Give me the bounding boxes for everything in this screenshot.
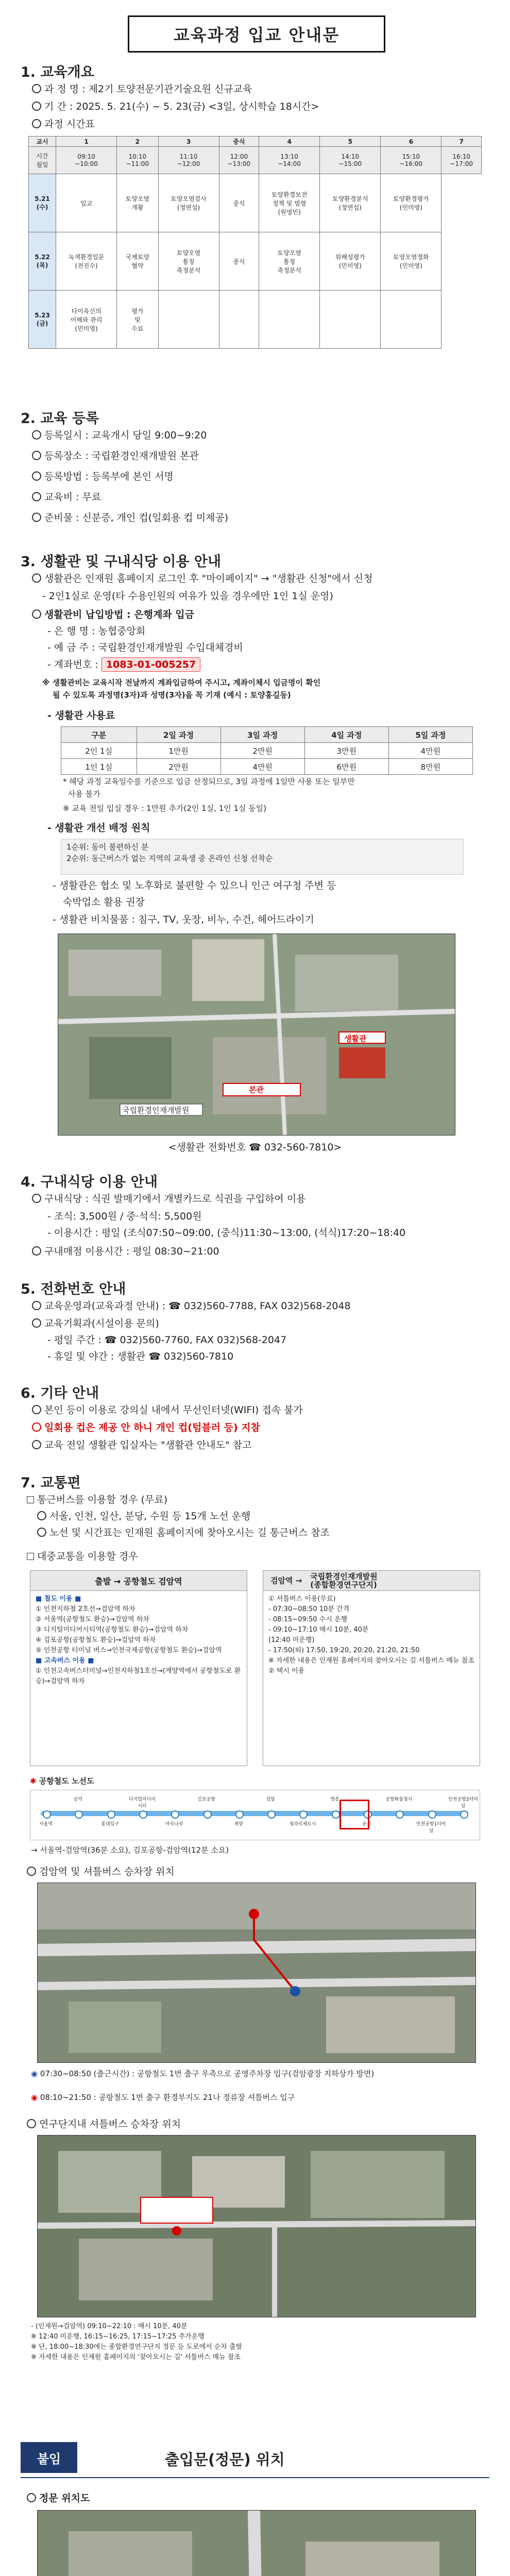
timetable-header-row bbox=[29, 137, 482, 147]
station-label: 인천공항1터미널 bbox=[416, 1822, 446, 1834]
shuttle1-aerial-map bbox=[38, 1883, 475, 2062]
transit-right-line: ② 택시 이용 bbox=[268, 1667, 305, 1675]
dorm-aerial-map bbox=[58, 934, 455, 1135]
timetable-cell bbox=[381, 291, 441, 349]
fee-heading: - 생활관 사용료 bbox=[47, 710, 115, 721]
station-label: 디지털미디어시티 bbox=[128, 1797, 156, 1809]
shuttle1-heading: 검암역 및 셔틀버스 승차장 위치 bbox=[27, 1865, 175, 1878]
map-label-institute: 국립환경인재개발원 bbox=[122, 1106, 190, 1115]
transit-left-line: ⑤ 인천공항 터미널 버스→인천국제공항(공항철도 환승)→검암역 bbox=[36, 1647, 222, 1654]
timetable-row bbox=[29, 232, 482, 291]
timetable-time-row bbox=[29, 147, 482, 174]
shuttle1-note-2: ◉ 08:10~21:50 : 공항철도 1번 출구 환경부지도 21나 정류장 셔틀버스 입구 bbox=[31, 2093, 295, 2102]
timetable-time-cell: 13:10 ~14:00 bbox=[259, 147, 320, 174]
transit-right-line: ① 셔틀버스 이용(무료) bbox=[268, 1595, 336, 1603]
room-priority-1: 1순위: 동이 불편하신 분 bbox=[66, 842, 149, 852]
transit-right-line: ※ 자세한 내용은 인재원 홈페이지의 찾아오시는 길 셔틀버스 메뉴 참조 bbox=[268, 1657, 474, 1665]
timetable-cell: 토양오염정화 (민미영) bbox=[381, 232, 441, 291]
bullet-icon bbox=[32, 119, 41, 128]
station-label: 인천공항2터미널 bbox=[448, 1797, 478, 1809]
timetable-header-cell: 7 bbox=[441, 137, 482, 147]
shuttle2-note: ※ 12:40 미운행, 16:15~16:25, 17:15~17:25 추가운행 bbox=[31, 2333, 205, 2341]
map-label-main: 본관 bbox=[249, 1085, 264, 1094]
timetable-cell bbox=[219, 291, 259, 349]
timetable-cell: 입교 bbox=[56, 174, 117, 232]
timetable-cell: 위해성평가 (민미영) bbox=[320, 232, 381, 291]
timetable-header-cell: 2 bbox=[117, 137, 158, 147]
fee-note-1: * 해당 과정 교육일수를 기준으로 입금 산정되므로, 3일 과정에 1일만 사용 또는 일부만 bbox=[63, 777, 355, 786]
timetable-cell: 다이옥신의 이해와 관리 (민미영) bbox=[56, 291, 117, 349]
registration-item bbox=[32, 470, 228, 483]
transit-left-lines bbox=[30, 1591, 247, 1690]
gate-map-image bbox=[37, 2510, 476, 2576]
bullet-icon bbox=[32, 1405, 41, 1414]
timetable-time-cell: 시간 월일 bbox=[29, 147, 56, 174]
star-icon: ✱ bbox=[30, 1776, 37, 1786]
bullet-icon bbox=[32, 1246, 41, 1256]
fee-cell: 4만원 bbox=[220, 759, 304, 775]
bus-heading: 통근버스를 이용할 경우 (무료) bbox=[27, 1493, 167, 1506]
gate-location-heading: 정문 위치도 bbox=[27, 2492, 90, 2505]
station-dot bbox=[139, 1810, 147, 1819]
store-hours: 구내매점 이용시간 : 평일 08:30~21:00 bbox=[32, 1245, 219, 1258]
station-label: 김포공항 bbox=[197, 1797, 215, 1802]
fee-header-cell: 3일 과정 bbox=[220, 727, 304, 743]
fee-header-cell: 5일 과정 bbox=[388, 727, 472, 743]
phone-weekday: - 평일 주간 : ☎ 032)560-7760, FAX 032)568-2047 bbox=[47, 1334, 287, 1346]
bullet-icon bbox=[27, 1867, 36, 1876]
fee-cell: 1만원 bbox=[137, 743, 220, 759]
station-label: 계양 bbox=[234, 1822, 243, 1827]
timetable-cell bbox=[320, 291, 381, 349]
transit-left-box bbox=[30, 1570, 247, 1766]
fee-header-cell: 구분 bbox=[61, 727, 137, 743]
railmap-line bbox=[41, 1811, 468, 1816]
room-assign-heading: - 생활관 개선 배정 원칙 bbox=[47, 822, 150, 834]
timetable-time-cell: 14:10 ~15:00 bbox=[320, 147, 381, 174]
annex-divider bbox=[21, 2477, 489, 2478]
transit-left-line: ① 인천지하철 2호선→검암역 하차 bbox=[36, 1605, 135, 1613]
payment-heading: 생활관비 납입방법 : 은행계좌 입금 bbox=[32, 608, 194, 621]
timetable-header-cell: 5 bbox=[320, 137, 381, 147]
transit-right-line: - 17:50(퇴) 17:50, 19:20, 20:20, 21:20, 21:50 bbox=[268, 1647, 420, 1654]
station-dot bbox=[299, 1810, 308, 1819]
bullet-icon bbox=[32, 430, 41, 439]
annex-title: 출입문(정문) 위치 bbox=[165, 2451, 285, 2468]
timetable-cell: 토양환경평가 (민미영) bbox=[381, 174, 441, 232]
transit-left-line: ② 서울역(공항철도 환승)→검암역 하차 bbox=[36, 1616, 149, 1623]
dorm-room-rule: - 2인1실로 운영(타 수용인원의 여유가 있을 경우에만 1인 1실 운영) bbox=[42, 590, 333, 602]
station-label: 공덕 bbox=[73, 1797, 82, 1802]
station-label: 운서 bbox=[362, 1822, 371, 1827]
bullet-icon bbox=[27, 2493, 36, 2502]
cafeteria-price: - 조식: 3,500원 / 중·석식: 5,500원 bbox=[47, 1211, 202, 1222]
dorm-note-2: 숙박업소 활용 권장 bbox=[63, 896, 145, 908]
schedule-label: 과정 시간표 bbox=[32, 117, 95, 131]
timetable-cell: 평가 및 수료 bbox=[117, 291, 158, 349]
registration-list bbox=[32, 429, 228, 532]
fee-table-grid bbox=[61, 726, 473, 775]
registration-item bbox=[32, 429, 228, 442]
payment-notice-2: 될 수 있도록 과정명(3자)과 성명(3자)을 꼭 기재 (예시 : 토양홍길동) bbox=[53, 690, 291, 700]
timetable-cell bbox=[259, 291, 320, 349]
timetable-grid bbox=[28, 136, 482, 349]
station-dot bbox=[396, 1810, 404, 1819]
fee-cell: 6만원 bbox=[304, 759, 388, 775]
timetable bbox=[28, 136, 482, 349]
shuttle2-map-image bbox=[37, 2135, 476, 2317]
bullet-icon bbox=[37, 1528, 46, 1537]
bullet-icon bbox=[32, 1301, 41, 1310]
timetable-cell: 중식 bbox=[219, 174, 259, 232]
bullet-icon bbox=[32, 101, 41, 111]
timetable-header-cell: 교시 bbox=[29, 137, 56, 147]
railmap bbox=[30, 1790, 480, 1840]
timetable-row bbox=[29, 174, 482, 232]
timetable-cell: 토양오염검사 (정연섭) bbox=[158, 174, 219, 232]
station-dot bbox=[203, 1810, 212, 1819]
shuttle2-note: - (인재원→검암역) 09:10~22:10 : 매시 10분, 40분 bbox=[31, 2323, 188, 2330]
railmap-note: → 서울역-검암역(36분 소요), 김포공항-검암역(12분 소요) bbox=[31, 1845, 229, 1855]
wifi-note: 본인 등이 이용로 강의실 내에서 무선인터넷(WIFI) 접속 불가 bbox=[32, 1403, 303, 1417]
fee-cell: 2인 1실 bbox=[61, 743, 137, 759]
timetable-time-cell: 10:10 ~11:00 bbox=[117, 147, 158, 174]
dorm-guide-note: 교육 전일 생활관 입실자는 "생활관 안내도" 참고 bbox=[32, 1438, 251, 1452]
timetable-time-cell: 12:00 ~13:00 bbox=[219, 147, 259, 174]
transit-right-line: - 09:10~17:10 매시 10분, 40분 bbox=[268, 1626, 369, 1634]
dorm-phone-caption: <생활관 전화번호 ☎ 032-560-7810> bbox=[168, 1142, 342, 1153]
timetable-cell: 녹색환경입문 (전진수) bbox=[56, 232, 117, 291]
section-1-heading: 1. 교육개요 bbox=[21, 64, 94, 80]
shuttle2-notes bbox=[31, 2321, 479, 2363]
fee-cell: 1인 1실 bbox=[61, 759, 137, 775]
fee-cell: 3만원 bbox=[304, 743, 388, 759]
station-dot bbox=[235, 1810, 244, 1819]
fee-cell: 8만원 bbox=[388, 759, 472, 775]
timetable-header-cell: 4 bbox=[259, 137, 320, 147]
station-dot bbox=[43, 1810, 51, 1819]
timetable-header-cell: 중식 bbox=[219, 137, 259, 147]
map-label-dorm: 생활관 bbox=[344, 1034, 367, 1043]
bullet-icon bbox=[32, 573, 41, 583]
timetable-cell: 토양오염 개황 bbox=[117, 174, 158, 232]
checkbox-icon bbox=[27, 1496, 34, 1503]
timetable-day-cell: 5.22 (목) bbox=[29, 232, 56, 291]
station-label: 영종 bbox=[330, 1797, 339, 1802]
station-dot bbox=[460, 1810, 468, 1819]
fee-cell: 2만원 bbox=[137, 759, 220, 775]
phone-education: 교육운영과(교육과정 안내) : ☎ 032)560-7788, FAX 032)568-2048 bbox=[32, 1299, 351, 1313]
registration-item-text: 교육비 : 무료 bbox=[44, 492, 101, 503]
shuttle1-map-image bbox=[37, 1883, 476, 2063]
bullet-icon bbox=[37, 1511, 46, 1520]
station-dot bbox=[332, 1810, 340, 1819]
dorm-map-image bbox=[58, 934, 455, 1136]
account-number: 1083-01-005257 bbox=[101, 657, 200, 672]
dorm-note-1: - 생활관은 협소 및 노후화로 불편할 수 있으니 인근 여구청 주변 등 bbox=[53, 880, 336, 891]
section-2-heading: 2. 교육 등록 bbox=[21, 411, 99, 427]
cafeteria-hours: - 이용시간 : 평일 (조식07:50~09:00, (중식)11:30~13:00, (석식)17:20~18:40 bbox=[47, 1227, 406, 1239]
registration-item bbox=[32, 511, 228, 524]
course-name: 과 정 명 : 제2기 토양전문기관기술요원 신규교육 bbox=[32, 82, 252, 96]
station-label: 마곡나루 bbox=[165, 1822, 183, 1827]
registration-item bbox=[32, 490, 228, 504]
bullet-icon bbox=[32, 84, 41, 93]
station-label: 공항화물청사 bbox=[385, 1797, 413, 1802]
shuttle1-note-1: ◉ 07:30~08:50 (출근시간) : 공항철도 1번 출구 우측으로 공영주차장 입구(검암광장 지하상가 방면) bbox=[31, 2069, 375, 2078]
public-transit-heading: 대중교통을 이용할 경우 bbox=[27, 1550, 138, 1563]
transit-left-line: ■ 고속버스 이용 ■ bbox=[36, 1657, 94, 1665]
transit-left-title: 출발 → 공항철도 검암역 bbox=[30, 1571, 247, 1591]
fee-table bbox=[61, 726, 473, 775]
station-label: 홍대입구 bbox=[101, 1822, 119, 1827]
timetable-time-cell: 11:10 ~12:00 bbox=[158, 147, 219, 174]
bullet-icon bbox=[32, 513, 41, 522]
checkbox-icon bbox=[27, 1553, 34, 1560]
bullet-icon bbox=[32, 1318, 41, 1328]
shuttle2-heading: 연구단지내 셔틀버스 승차장 위치 bbox=[27, 2117, 181, 2131]
registration-item-text: 준비물 : 신분증, 개인 컵(일회용 컵 미제공) bbox=[44, 512, 229, 523]
transit-right-lines bbox=[263, 1591, 480, 1680]
timetable-cell: 국제토양 협약 bbox=[117, 232, 158, 291]
transit-right-line: - 07:30~08:50 10분 간격 bbox=[268, 1605, 350, 1613]
station-label: 서울역 bbox=[39, 1822, 53, 1827]
timetable-time-cell: 15:10 ~16:00 bbox=[381, 147, 441, 174]
cafeteria-info: 구내식당 : 식권 발매기에서 개별카드로 식권을 구입하여 이용 bbox=[32, 1192, 306, 1206]
timetable-cell: 토양환경분석 (정연섭) bbox=[320, 174, 381, 232]
station-label: 검암 bbox=[266, 1797, 275, 1802]
shuttle2-note: ※ 단, 18:00~18:30에는 종합환경연구단지 정문 등 도로에서 순차 출발 bbox=[31, 2343, 243, 2351]
phone-facility: 교육기획과(시설이용 문의) bbox=[32, 1317, 159, 1330]
fee-row bbox=[61, 759, 473, 775]
transit-left-line: ① 인천고속버스터미널→인천지하철1호선→(계양역에서 공항철도로 환승)→검암역 하차 bbox=[36, 1667, 241, 1685]
cup-note: 일회용 컵은 제공 안 하니 개인 컵(텀블러 등) 지참 bbox=[32, 1421, 260, 1434]
timetable-row bbox=[29, 291, 482, 349]
course-period: 기 간 : 2025. 5. 21(수) ~ 5. 23(금) <3일, 상시학습 18시간> bbox=[32, 100, 319, 113]
fee-cell: 2만원 bbox=[220, 743, 304, 759]
payment-notice-1: ※ 생활관비는 교육시작 전날까지 계좌입금하여 주시고, 계좌이체시 입금명이 확인 bbox=[42, 678, 321, 687]
bullet-icon bbox=[27, 2119, 36, 2128]
timetable-cell: 중식 bbox=[219, 232, 259, 291]
bus-routes: 서울, 인천, 일산, 분당, 수원 등 15개 노선 운행 bbox=[37, 1510, 250, 1523]
marker-icon: ◉ bbox=[31, 2093, 38, 2102]
dorm-apply: 생활관은 인재원 홈페이지 로그인 후 "마이페이지" → "생활관 신청"에서 신청 bbox=[32, 572, 373, 585]
railmap-highlight-box bbox=[339, 1800, 369, 1829]
timetable-cell bbox=[158, 291, 219, 349]
timetable-cell: 토양오염 통칭 측정분석 bbox=[259, 232, 320, 291]
section-3-heading: 3. 생활관 및 구내식당 이용 안내 bbox=[21, 554, 222, 570]
phone-holiday: - 휴일 및 야간 : 생활관 ☎ 032)560-7810 bbox=[47, 1351, 234, 1362]
timetable-header-cell: 6 bbox=[381, 137, 441, 147]
station-label: 청라국제도시 bbox=[289, 1822, 316, 1827]
account-row: - 계좌번호 : 1083-01-005257 bbox=[47, 657, 200, 672]
fee-cell: 4만원 bbox=[388, 743, 472, 759]
bullet-icon bbox=[32, 1440, 41, 1449]
fee-note-2: 사용 불가 bbox=[68, 789, 100, 799]
bus-timetable-ref: 노선 및 시간표는 인재원 홈페이지에 찾아오시는 길 통근버스 참조 bbox=[37, 1526, 330, 1539]
timetable-time-cell: 16:10 ~17:00 bbox=[441, 147, 482, 174]
annex-tag: 붙임 bbox=[21, 2442, 77, 2473]
registration-item-text: 등록방법 : 등록부에 본인 서명 bbox=[44, 471, 174, 482]
bullet-icon bbox=[32, 609, 41, 619]
bullet-icon bbox=[32, 1422, 41, 1432]
fee-header-cell: 4일 과정 bbox=[304, 727, 388, 743]
page-title: 교육과정 입교 안내문 bbox=[128, 15, 385, 53]
shuttle2-note: ※ 자세한 내용은 인재원 홈페이지의 '찾아오시는 길' 셔틀버스 메뉴 참조 bbox=[31, 2353, 241, 2361]
timetable-day-cell: 5.23 (금) bbox=[29, 291, 56, 349]
station-dot bbox=[428, 1810, 436, 1819]
transit-right-line: - 08:15~09:50 수시 운행 bbox=[268, 1616, 348, 1623]
section-4-heading: 4. 구내식당 이용 안내 bbox=[21, 1174, 158, 1190]
transit-right-box bbox=[263, 1570, 480, 1766]
railmap-label: ✱ 공항철도 노선도 bbox=[30, 1776, 94, 1786]
section-6-heading: 6. 기타 안내 bbox=[21, 1385, 99, 1401]
fee-note-3: ※ 교육 전일 입실 경우 : 1만원 추가(2인 1실, 1인 1실 동일) bbox=[63, 804, 267, 813]
account-holder: - 예 금 주 : 국립환경인재개발원 수입대체경비 bbox=[47, 642, 243, 653]
transit-left-line: ■ 철도 이용 ■ bbox=[36, 1595, 81, 1603]
bullet-icon bbox=[32, 451, 41, 460]
dorm-amenities: - 생활관 비치물품 : 침구, TV, 옷장, 비누, 수건, 헤어드라이기 bbox=[53, 914, 314, 925]
bank-name: - 은 행 명 : 농협중앙회 bbox=[47, 625, 146, 637]
timetable-header-cell: 3 bbox=[158, 137, 219, 147]
section-5-heading: 5. 전화번호 안내 bbox=[21, 1281, 126, 1297]
section-7-heading: 7. 교통편 bbox=[21, 1475, 81, 1491]
station-dot bbox=[75, 1810, 83, 1819]
bullet-icon bbox=[32, 492, 41, 501]
fee-header-row bbox=[61, 727, 473, 743]
registration-item bbox=[32, 449, 228, 463]
fee-header-cell: 2일 과정 bbox=[137, 727, 220, 743]
timetable-header-cell: 1 bbox=[56, 137, 117, 147]
shuttle2-aerial-map bbox=[38, 2136, 475, 2317]
bullet-icon bbox=[32, 1194, 41, 1203]
timetable-cell: 토양오염 통칭 측정분석 bbox=[158, 232, 219, 291]
timetable-cell: 토양환경보전 정책 및 법령 (원영민) bbox=[259, 174, 320, 232]
transit-left-line: ③ 디지털미디어시티역(공항철도 환승)→검암역 하차 bbox=[36, 1626, 189, 1634]
gate-aerial-map bbox=[38, 2511, 475, 2576]
room-assign-box bbox=[61, 839, 464, 875]
transit-right-line: (12:40 미운행) bbox=[268, 1636, 315, 1644]
fee-row bbox=[61, 743, 473, 759]
station-dot bbox=[267, 1810, 276, 1819]
registration-item-text: 등록일시 : 교육개시 당일 9:00~9:20 bbox=[44, 430, 207, 441]
timetable-time-cell: 09:10 ~10:00 bbox=[56, 147, 117, 174]
transit-left-line: ④ 김포공항(공항철도 환승)→검암역 하차 bbox=[36, 1636, 156, 1644]
registration-item-text: 등록장소 : 국립환경인재개발원 본관 bbox=[44, 450, 199, 462]
marker-icon: ◉ bbox=[31, 2069, 38, 2078]
station-dot bbox=[107, 1810, 115, 1819]
timetable-day-cell: 5.21 (수) bbox=[29, 174, 56, 232]
room-priority-2: 2순위: 동근버스가 없는 지역의 교육생 중 온라인 신청 선착순 bbox=[66, 854, 273, 863]
bullet-icon bbox=[32, 471, 41, 481]
transit-right-title: 검암역 → 국립환경인재개발원 (종합환경연구단지) bbox=[263, 1571, 480, 1591]
station-dot bbox=[171, 1810, 179, 1819]
